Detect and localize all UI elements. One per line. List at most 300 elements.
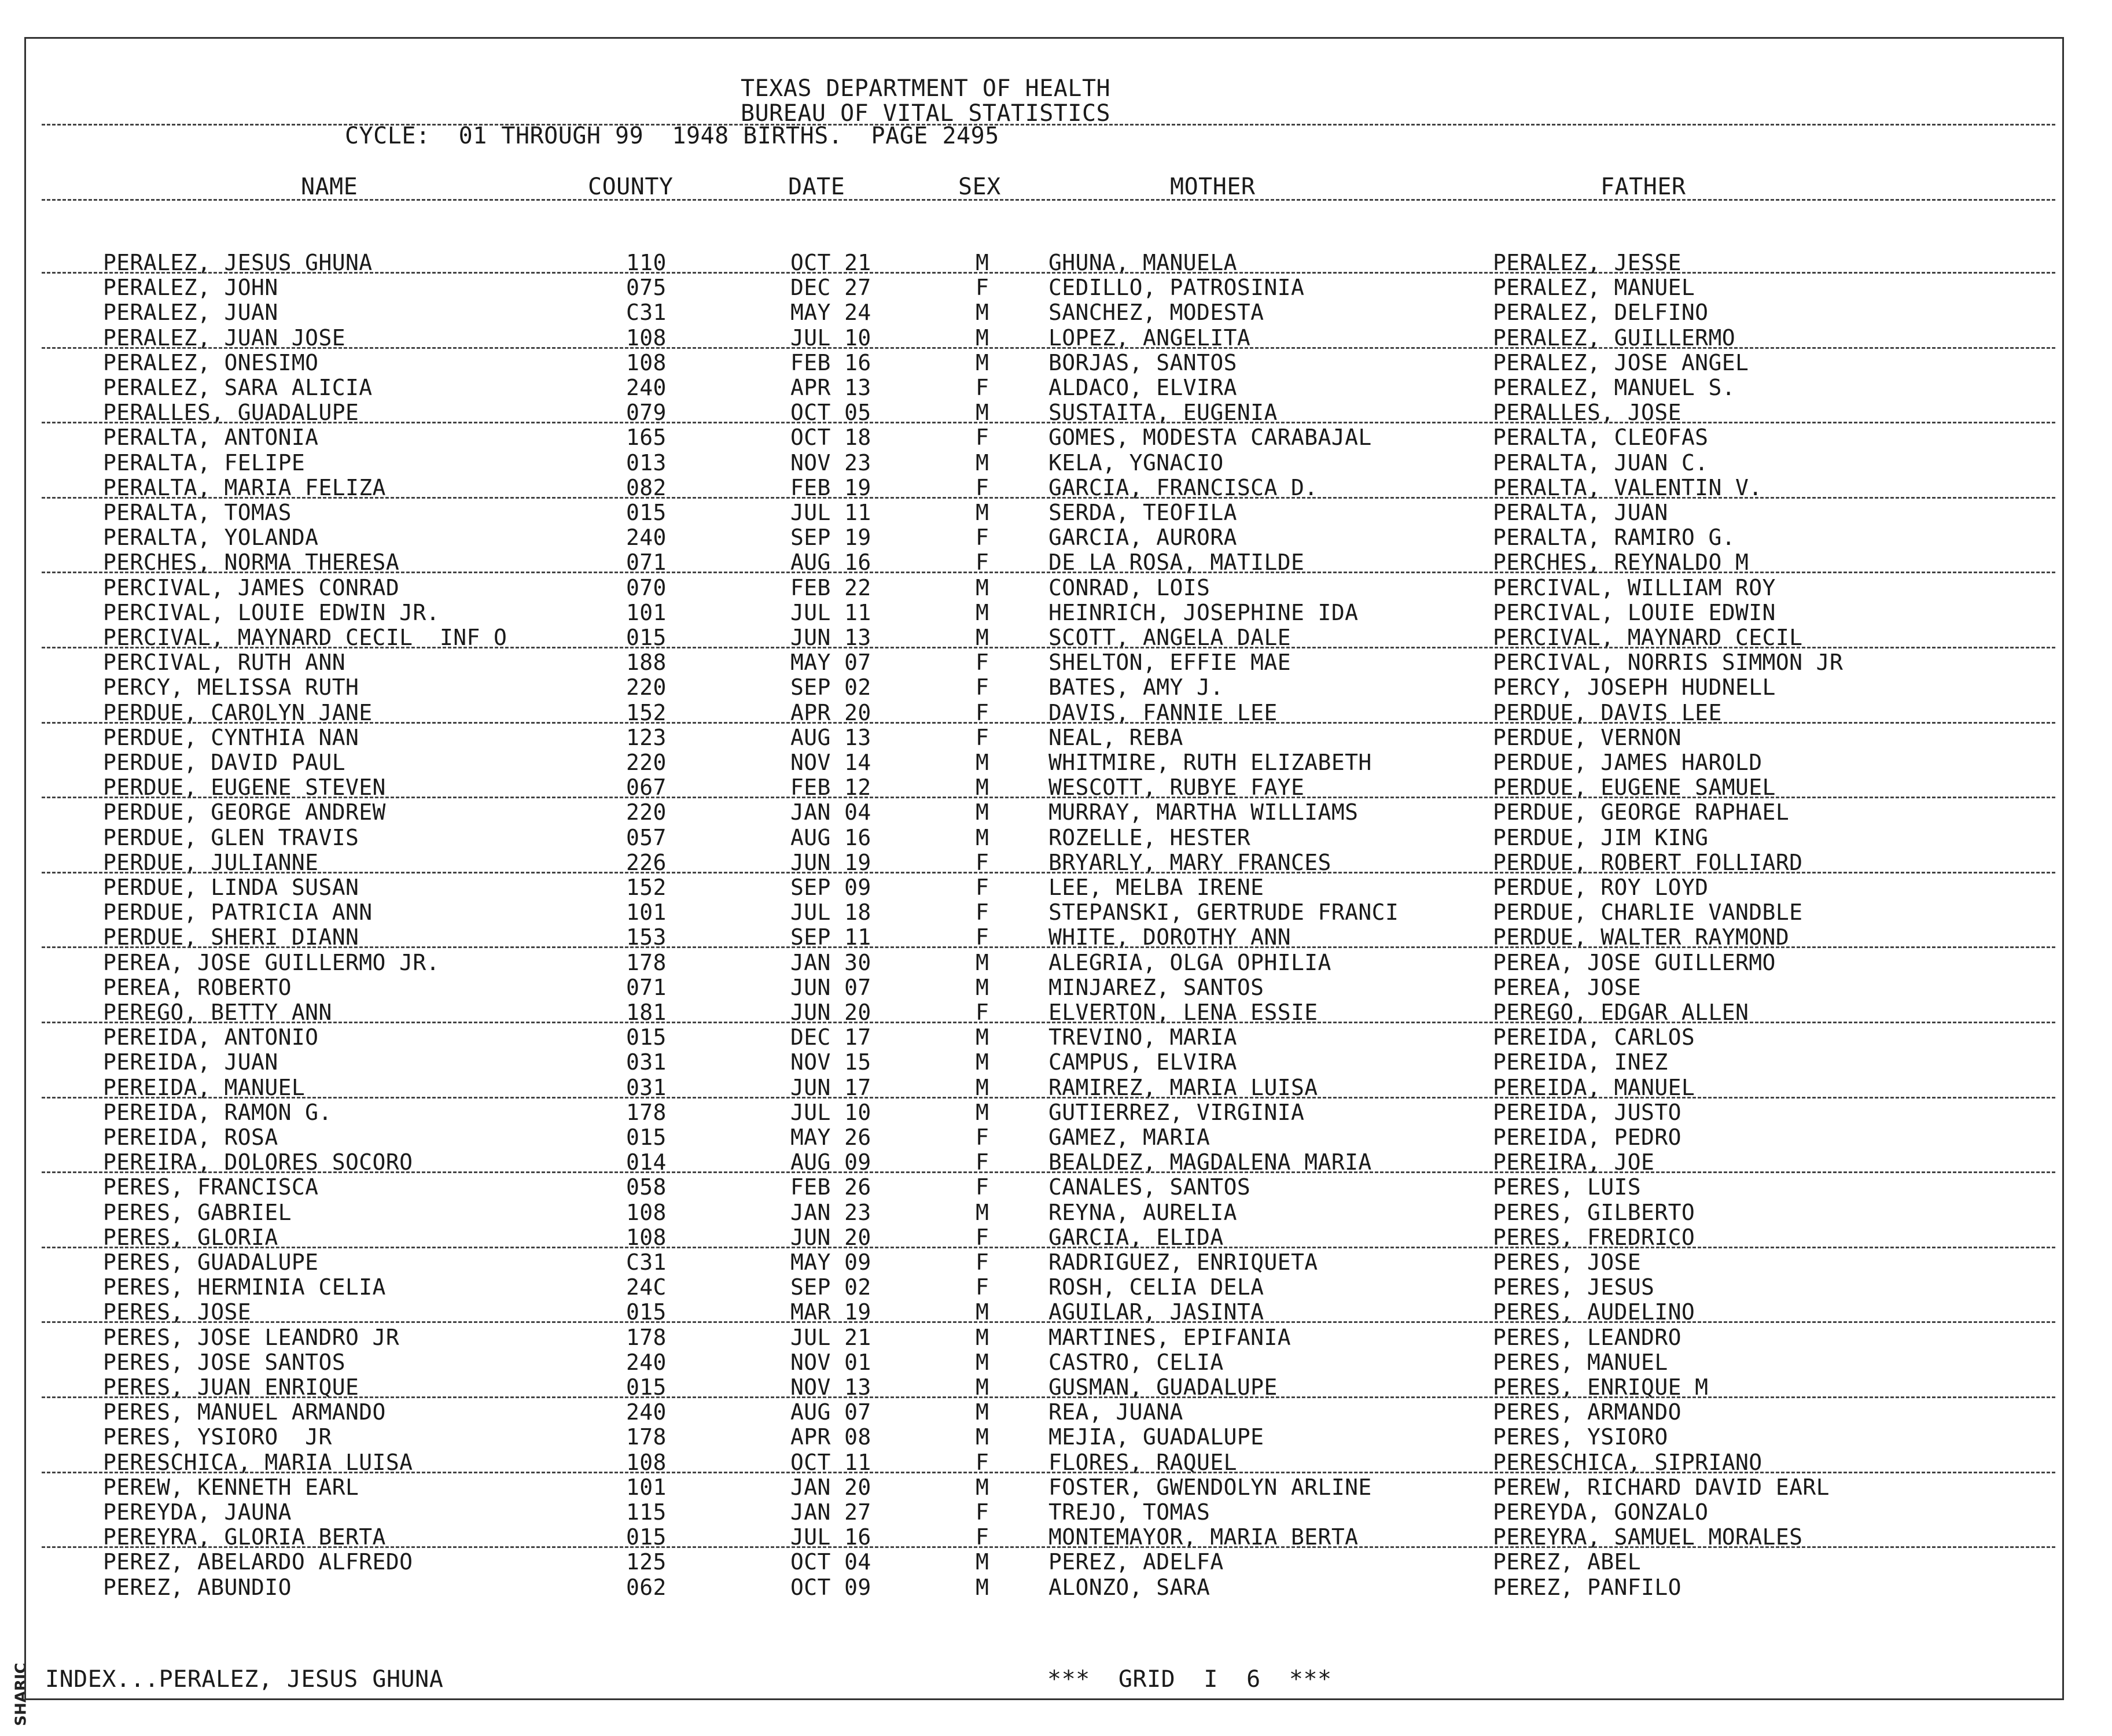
header-divider xyxy=(42,124,2055,126)
cell-sex: M xyxy=(976,1199,989,1225)
header-line-1: TEXAS DEPARTMENT OF HEALTH xyxy=(741,75,1111,102)
side-stamp xyxy=(3,1663,30,1726)
cell-sex: M xyxy=(976,750,989,775)
cell-name: PEREIDA, MANUEL xyxy=(103,1074,306,1100)
column-header-sex: SEX xyxy=(958,174,1001,200)
cell-sex: M xyxy=(976,775,989,801)
cell-county: 108 xyxy=(626,349,667,375)
cell-mother: WHITMIRE, RUTH ELIZABETH xyxy=(1048,750,1372,775)
cell-mother: GHUNA, MANUELA xyxy=(1048,250,1237,275)
cell-mother: BEALDEZ, MAGDALENA MARIA xyxy=(1048,1149,1372,1175)
cell-date: OCT 11 xyxy=(790,1449,871,1475)
row-rule xyxy=(42,422,2055,423)
cell-father: PEREZ, PANFILO xyxy=(1493,1574,1681,1600)
cell-date: APR 13 xyxy=(790,375,871,400)
cell-name: PERALLES, GUADALUPE xyxy=(103,400,359,426)
cell-father: PERES, GILBERTO xyxy=(1493,1199,1695,1225)
cell-mother: RAMIREZ, MARIA LUISA xyxy=(1048,1074,1318,1100)
cell-father: PERDUE, JAMES HAROLD xyxy=(1493,750,1763,775)
cell-father: PERES, ENRIQUE M xyxy=(1493,1374,1709,1400)
cell-date: JUL 11 xyxy=(790,599,871,625)
cell-name: PERES, YSIORO JR xyxy=(103,1424,332,1450)
cell-mother: ALEGRIA, OLGA OPHILIA xyxy=(1048,949,1331,975)
cell-date: AUG 16 xyxy=(790,824,871,850)
cell-sex: M xyxy=(976,1049,989,1075)
cell-father: PERALTA, RAMIRO G. xyxy=(1493,525,1736,551)
cell-county: 015 xyxy=(626,1524,667,1550)
cell-sex: F xyxy=(976,1224,989,1250)
cell-county: 181 xyxy=(626,1000,667,1025)
cell-mother: ROZELLE, HESTER xyxy=(1048,824,1251,850)
cell-mother: CANALES, SANTOS xyxy=(1048,1174,1251,1200)
cell-name: PEREYRA, GLORIA BERTA xyxy=(103,1524,386,1550)
cell-county: 240 xyxy=(626,525,667,551)
cell-county: 108 xyxy=(626,325,667,351)
cell-date: JUN 19 xyxy=(790,849,871,875)
cell-sex: F xyxy=(976,875,989,900)
cell-father: PEREGO, EDGAR ALLEN xyxy=(1493,1000,1749,1025)
cell-date: OCT 09 xyxy=(790,1574,871,1600)
cell-county: 178 xyxy=(626,1424,667,1450)
cell-county: 082 xyxy=(626,474,667,500)
cell-county: 152 xyxy=(626,699,667,725)
cell-father: PERDUE, VERNON xyxy=(1493,724,1681,750)
cell-county: 031 xyxy=(626,1074,667,1100)
cell-county: 031 xyxy=(626,1049,667,1075)
cell-name: PEREZ, ABUNDIO xyxy=(103,1574,292,1600)
cell-date: NOV 23 xyxy=(790,449,871,476)
cell-father: PERDUE, JIM KING xyxy=(1493,824,1709,850)
cycle-line: CYCLE: 01 THROUGH 99 1948 BIRTHS. PAGE 2495 xyxy=(345,123,999,149)
cell-name: PERALTA, TOMAS xyxy=(103,500,292,525)
cell-date: OCT 21 xyxy=(790,250,871,275)
cell-county: 24C xyxy=(626,1274,667,1300)
cell-county: 123 xyxy=(626,724,667,750)
cell-sex: M xyxy=(976,1574,989,1600)
cell-mother: LOPEZ, ANGELITA xyxy=(1048,325,1251,351)
cell-father: PERCHES, REYNALDO M xyxy=(1493,550,1749,576)
cell-sex: M xyxy=(976,1474,989,1500)
cell-sex: F xyxy=(976,375,989,400)
cell-date: JAN 04 xyxy=(790,799,871,825)
cell-sex: F xyxy=(976,1250,989,1275)
cell-sex: M xyxy=(976,625,989,650)
cell-father: PERDUE, DAVIS LEE xyxy=(1493,699,1722,725)
cell-mother: WHITE, DOROTHY ANN xyxy=(1048,924,1292,950)
row-rule xyxy=(42,1022,2055,1023)
cell-county: 152 xyxy=(626,875,667,900)
cell-father: PERES, JOSE xyxy=(1493,1250,1642,1275)
cell-father: PEREIDA, MANUEL xyxy=(1493,1074,1695,1100)
cell-sex: M xyxy=(976,1324,989,1350)
cell-name: PERDUE, EUGENE STEVEN xyxy=(103,775,386,801)
cell-mother: SCOTT, ANGELA DALE xyxy=(1048,625,1292,650)
cell-date: JAN 23 xyxy=(790,1199,871,1225)
cell-county: 165 xyxy=(626,425,667,451)
cell-sex: M xyxy=(976,300,989,326)
cell-father: PERES, LUIS xyxy=(1493,1174,1642,1200)
cell-county: 015 xyxy=(626,1024,667,1051)
column-header-county: COUNTY xyxy=(588,174,674,200)
cell-name: PERES, HERMINIA CELIA xyxy=(103,1274,386,1300)
cell-father: PERDUE, ROY LOYD xyxy=(1493,875,1709,900)
cell-father: PERCIVAL, LOUIE EDWIN xyxy=(1493,599,1776,625)
cell-sex: F xyxy=(976,724,989,750)
cell-father: PEREYDA, GONZALO xyxy=(1493,1499,1709,1525)
side-stamp-text: SHARIC xyxy=(12,1663,30,1726)
cell-name: PERDUE, GEORGE ANDREW xyxy=(103,799,386,825)
column-header-mother: MOTHER xyxy=(1170,174,1256,200)
cell-father: PERCIVAL, MAYNARD CECIL xyxy=(1493,625,1803,650)
row-rule xyxy=(42,797,2055,798)
cell-mother: GOMES, MODESTA CARABAJAL xyxy=(1048,425,1372,451)
cell-father: PERES, MANUEL xyxy=(1493,1349,1668,1375)
cell-father: PERDUE, CHARLIE VANDBLE xyxy=(1493,900,1803,926)
cell-county: 108 xyxy=(626,1224,667,1250)
row-rule xyxy=(42,647,2055,648)
cell-sex: F xyxy=(976,675,989,701)
cell-mother: TREVINO, MARIA xyxy=(1048,1024,1237,1051)
cell-name: PEREIDA, ROSA xyxy=(103,1125,278,1150)
cell-father: PERCY, JOSEPH HUDNELL xyxy=(1493,675,1776,701)
cell-mother: NEAL, REBA xyxy=(1048,724,1183,750)
cell-name: PEREGO, BETTY ANN xyxy=(103,1000,332,1025)
cell-father: PERES, FREDRICO xyxy=(1493,1224,1695,1250)
cell-sex: M xyxy=(976,1299,989,1325)
cell-name: PERDUE, PATRICIA ANN xyxy=(103,900,373,926)
cell-name: PEREA, JOSE GUILLERMO JR. xyxy=(103,949,440,975)
cell-county: 226 xyxy=(626,849,667,875)
cell-date: FEB 19 xyxy=(790,474,871,500)
cell-date: SEP 02 xyxy=(790,675,871,701)
column-header-father: FATHER xyxy=(1600,174,1686,200)
cell-mother: FOSTER, GWENDOLYN ARLINE xyxy=(1048,1474,1372,1500)
cell-name: PEREIRA, DOLORES SOCORO xyxy=(103,1149,413,1175)
cell-date: AUG 09 xyxy=(790,1149,871,1175)
cell-name: PERES, GUADALUPE xyxy=(103,1250,319,1275)
cell-father: PEREIRA, JOE xyxy=(1493,1149,1655,1175)
cell-sex: F xyxy=(976,550,989,576)
cell-name: PERALEZ, JOHN xyxy=(103,275,278,301)
cell-county: 062 xyxy=(626,1574,667,1600)
cell-name: PEREA, ROBERTO xyxy=(103,974,292,1000)
cell-father: PEREYRA, SAMUEL MORALES xyxy=(1493,1524,1803,1550)
cell-date: JAN 30 xyxy=(790,949,871,975)
cell-sex: F xyxy=(976,1149,989,1175)
cell-date: JUL 10 xyxy=(790,325,871,351)
cell-county: 178 xyxy=(626,949,667,975)
cell-mother: BORJAS, SANTOS xyxy=(1048,349,1237,375)
cell-sex: F xyxy=(976,275,989,301)
cell-mother: CAMPUS, ELVIRA xyxy=(1048,1049,1237,1075)
cell-county: 075 xyxy=(626,275,667,301)
cell-name: PERDUE, GLEN TRAVIS xyxy=(103,824,359,850)
cell-date: JAN 27 xyxy=(790,1499,871,1525)
cell-mother: RADRIGUEZ, ENRIQUETA xyxy=(1048,1250,1318,1275)
cell-mother: ELVERTON, LENA ESSIE xyxy=(1048,1000,1318,1025)
cell-date: DEC 17 xyxy=(790,1024,871,1051)
cell-sex: M xyxy=(976,799,989,825)
cell-sex: F xyxy=(976,1000,989,1025)
cell-sex: M xyxy=(976,1424,989,1450)
cell-mother: CASTRO, CELIA xyxy=(1048,1349,1224,1375)
cell-sex: F xyxy=(976,650,989,676)
cell-mother: MEJIA, GUADALUPE xyxy=(1048,1424,1264,1450)
cell-county: 115 xyxy=(626,1499,667,1525)
row-rule xyxy=(42,1247,2055,1248)
cell-name: PERALTA, MARIA FELIZA xyxy=(103,474,386,500)
cell-county: 070 xyxy=(626,574,667,600)
cell-mother: GUSMAN, GUADALUPE xyxy=(1048,1374,1278,1400)
cell-father: PERALEZ, JOSE ANGEL xyxy=(1493,349,1749,375)
cell-father: PEREA, JOSE GUILLERMO xyxy=(1493,949,1776,975)
cell-sex: M xyxy=(976,1399,989,1425)
cell-sex: F xyxy=(976,699,989,725)
cell-sex: M xyxy=(976,325,989,351)
cell-county: 178 xyxy=(626,1324,667,1350)
cell-father: PERES, JESUS xyxy=(1493,1274,1655,1300)
cell-county: 153 xyxy=(626,924,667,950)
cell-date: JUN 07 xyxy=(790,974,871,1000)
cell-date: DEC 27 xyxy=(790,275,871,301)
cell-mother: ALDACO, ELVIRA xyxy=(1048,375,1237,400)
cell-county: 178 xyxy=(626,1099,667,1125)
cell-date: MAY 24 xyxy=(790,300,871,326)
cell-name: PERDUE, CYNTHIA NAN xyxy=(103,724,359,750)
cell-mother: WESCOTT, RUBYE FAYE xyxy=(1048,775,1305,801)
cell-name: PEREYDA, JAUNA xyxy=(103,1499,292,1525)
cell-county: C31 xyxy=(626,1250,667,1275)
cell-mother: GAMEZ, MARIA xyxy=(1048,1125,1210,1150)
cell-county: C31 xyxy=(626,300,667,326)
cell-mother: REA, JUANA xyxy=(1048,1399,1183,1425)
cell-county: 071 xyxy=(626,550,667,576)
cell-date: NOV 15 xyxy=(790,1049,871,1075)
cell-date: JUN 20 xyxy=(790,1000,871,1025)
cell-date: JUL 16 xyxy=(790,1524,871,1550)
cell-mother: CONRAD, LOIS xyxy=(1048,574,1210,600)
cell-date: APR 20 xyxy=(790,699,871,725)
cell-county: 101 xyxy=(626,599,667,625)
cell-name: PERES, GLORIA xyxy=(103,1224,278,1250)
cell-mother: LEE, MELBA IRENE xyxy=(1048,875,1264,900)
footer-index: INDEX...PERALEZ, JESUS GHUNA xyxy=(45,1666,444,1693)
cell-name: PERDUE, DAVID PAUL xyxy=(103,750,346,775)
cell-father: PEREIDA, PEDRO xyxy=(1493,1125,1681,1150)
cell-county: 108 xyxy=(626,1449,667,1475)
cell-sex: F xyxy=(976,900,989,926)
cell-father: PERCIVAL, NORRIS SIMMON JR xyxy=(1493,650,1844,676)
cell-name: PEREIDA, ANTONIO xyxy=(103,1024,319,1051)
cell-county: 188 xyxy=(626,650,667,676)
cell-father: PERALLES, JOSE xyxy=(1493,400,1681,426)
cell-mother: ALONZO, SARA xyxy=(1048,1574,1210,1600)
cell-mother: SUSTAITA, EUGENIA xyxy=(1048,400,1278,426)
cell-sex: F xyxy=(976,474,989,500)
cell-name: PERDUE, LINDA SUSAN xyxy=(103,875,359,900)
cell-date: MAY 07 xyxy=(790,650,871,676)
cell-date: JUL 10 xyxy=(790,1099,871,1125)
cell-mother: MONTEMAYOR, MARIA BERTA xyxy=(1048,1524,1359,1550)
cell-date: SEP 19 xyxy=(790,525,871,551)
cell-date: OCT 05 xyxy=(790,400,871,426)
cell-mother: STEPANSKI, GERTRUDE FRANCI xyxy=(1048,900,1399,926)
cell-date: OCT 18 xyxy=(790,425,871,451)
cell-sex: M xyxy=(976,400,989,426)
cell-name: PERES, FRANCISCA xyxy=(103,1174,319,1200)
cell-county: 057 xyxy=(626,824,667,850)
cell-county: 240 xyxy=(626,1399,667,1425)
cell-date: FEB 16 xyxy=(790,349,871,375)
cell-father: PEREW, RICHARD DAVID EARL xyxy=(1493,1474,1830,1500)
cell-mother: FLORES, RAQUEL xyxy=(1048,1449,1237,1475)
cell-county: 013 xyxy=(626,449,667,476)
cell-father: PEREZ, ABEL xyxy=(1493,1549,1642,1575)
cell-sex: M xyxy=(976,599,989,625)
cell-sex: M xyxy=(976,1024,989,1051)
row-rule xyxy=(42,946,2055,948)
row-rule xyxy=(42,872,2055,873)
cell-father: PERESCHICA, SIPRIANO xyxy=(1493,1449,1763,1475)
cell-name: PERDUE, SHERI DIANN xyxy=(103,924,359,950)
cell-date: SEP 02 xyxy=(790,1274,871,1300)
cell-county: 101 xyxy=(626,900,667,926)
cell-sex: M xyxy=(976,349,989,375)
cell-mother: GARCIA, FRANCISCA D. xyxy=(1048,474,1318,500)
cell-name: PERES, JUAN ENRIQUE xyxy=(103,1374,359,1400)
cell-date: AUG 13 xyxy=(790,724,871,750)
cell-mother: AGUILAR, JASINTA xyxy=(1048,1299,1264,1325)
cell-county: 015 xyxy=(626,1125,667,1150)
cell-father: PEREIDA, INEZ xyxy=(1493,1049,1668,1075)
cell-name: PERES, JOSE LEANDRO JR xyxy=(103,1324,400,1350)
cell-date: NOV 01 xyxy=(790,1349,871,1375)
row-rule xyxy=(42,497,2055,499)
cell-mother: BATES, AMY J. xyxy=(1048,675,1224,701)
cell-name: PERCIVAL, MAYNARD CECIL INF O xyxy=(103,625,507,650)
cell-father: PERALTA, VALENTIN V. xyxy=(1493,474,1763,500)
cell-date: NOV 13 xyxy=(790,1374,871,1400)
cell-sex: M xyxy=(976,449,989,476)
cell-mother: MINJAREZ, SANTOS xyxy=(1048,974,1264,1000)
cell-name: PERCIVAL, LOUIE EDWIN JR. xyxy=(103,599,440,625)
cell-father: PERALTA, JUAN C. xyxy=(1493,449,1709,476)
cell-father: PEREA, JOSE xyxy=(1493,974,1642,1000)
cell-mother: SANCHEZ, MODESTA xyxy=(1048,300,1264,326)
cell-county: 015 xyxy=(626,625,667,650)
cell-sex: F xyxy=(976,1125,989,1150)
cell-county: 101 xyxy=(626,1474,667,1500)
cell-mother: CEDILLO, PATROSINIA xyxy=(1048,275,1305,301)
cell-name: PERALEZ, SARA ALICIA xyxy=(103,375,373,400)
cell-date: OCT 04 xyxy=(790,1549,871,1575)
cell-county: 014 xyxy=(626,1149,667,1175)
cell-father: PERDUE, WALTER RAYMOND xyxy=(1493,924,1790,950)
cell-county: 125 xyxy=(626,1549,667,1575)
cell-name: PERCIVAL, JAMES CONRAD xyxy=(103,574,400,600)
cell-mother: REYNA, AURELIA xyxy=(1048,1199,1237,1225)
cell-mother: BRYARLY, MARY FRANCES xyxy=(1048,849,1331,875)
cell-mother: DE LA ROSA, MATILDE xyxy=(1048,550,1305,576)
cell-date: SEP 09 xyxy=(790,875,871,900)
cell-date: JUL 11 xyxy=(790,500,871,525)
cell-father: PERALTA, JUAN xyxy=(1493,500,1668,525)
cell-sex: F xyxy=(976,425,989,451)
cell-county: 240 xyxy=(626,375,667,400)
cell-date: MAY 26 xyxy=(790,1125,871,1150)
cell-date: JUN 20 xyxy=(790,1224,871,1250)
cell-name: PERDUE, CAROLYN JANE xyxy=(103,699,373,725)
cell-county: 108 xyxy=(626,1199,667,1225)
cell-county: 058 xyxy=(626,1174,667,1200)
cell-father: PERES, ARMANDO xyxy=(1493,1399,1681,1425)
cell-mother: ROSH, CELIA DELA xyxy=(1048,1274,1264,1300)
column-header-name: NAME xyxy=(301,174,358,200)
cell-name: PERES, MANUEL ARMANDO xyxy=(103,1399,386,1425)
column-header-date: DATE xyxy=(788,174,845,200)
cell-date: JUL 21 xyxy=(790,1324,871,1350)
cell-mother: GARCIA, AURORA xyxy=(1048,525,1237,551)
cell-name: PERCY, MELISSA RUTH xyxy=(103,675,359,701)
cell-father: PERDUE, ROBERT FOLLIARD xyxy=(1493,849,1803,875)
cell-sex: F xyxy=(976,1274,989,1300)
cell-name: PERCHES, NORMA THERESA xyxy=(103,550,400,576)
cell-sex: F xyxy=(976,1524,989,1550)
cell-sex: F xyxy=(976,1449,989,1475)
row-rule xyxy=(42,1396,2055,1398)
cell-father: PERALEZ, JESSE xyxy=(1493,250,1681,275)
cell-date: NOV 14 xyxy=(790,750,871,775)
cell-mother: KELA, YGNACIO xyxy=(1048,449,1224,476)
cell-county: 015 xyxy=(626,1374,667,1400)
cell-name: PEREW, KENNETH EARL xyxy=(103,1474,359,1500)
cell-mother: PEREZ, ADELFA xyxy=(1048,1549,1224,1575)
cell-sex: F xyxy=(976,924,989,950)
cell-date: SEP 11 xyxy=(790,924,871,950)
cell-date: JAN 20 xyxy=(790,1474,871,1500)
cell-father: PERALEZ, MANUEL xyxy=(1493,275,1695,301)
cell-sex: M xyxy=(976,1549,989,1575)
cell-father: PERES, LEANDRO xyxy=(1493,1324,1681,1350)
row-rule xyxy=(42,1546,2055,1548)
cell-sex: F xyxy=(976,849,989,875)
cell-mother: SERDA, TEOFILA xyxy=(1048,500,1237,525)
cell-name: PEREZ, ABELARDO ALFREDO xyxy=(103,1549,413,1575)
header-line-2: BUREAU OF VITAL STATISTICS xyxy=(741,100,1111,127)
cell-county: 110 xyxy=(626,250,667,275)
row-rule xyxy=(42,572,2055,573)
cell-father: PERES, AUDELINO xyxy=(1493,1299,1695,1325)
cell-date: AUG 07 xyxy=(790,1399,871,1425)
cell-sex: M xyxy=(976,824,989,850)
cell-sex: M xyxy=(976,500,989,525)
cell-mother: MURRAY, MARTHA WILLIAMS xyxy=(1048,799,1359,825)
cell-sex: M xyxy=(976,1074,989,1100)
cell-county: 240 xyxy=(626,1349,667,1375)
cell-sex: M xyxy=(976,974,989,1000)
cell-county: 079 xyxy=(626,400,667,426)
row-rule xyxy=(42,1472,2055,1473)
cell-father: PERALEZ, DELFINO xyxy=(1493,300,1709,326)
cell-name: PERALEZ, JUAN xyxy=(103,300,278,326)
cell-county: 220 xyxy=(626,675,667,701)
cell-name: PEREIDA, JUAN xyxy=(103,1049,278,1075)
cell-father: PERALEZ, GUILLERMO xyxy=(1493,325,1736,351)
cell-mother: HEINRICH, JOSEPHINE IDA xyxy=(1048,599,1359,625)
cell-name: PERESCHICA, MARIA LUISA xyxy=(103,1449,413,1475)
row-rule xyxy=(42,1171,2055,1173)
column-header-divider xyxy=(42,199,2055,201)
